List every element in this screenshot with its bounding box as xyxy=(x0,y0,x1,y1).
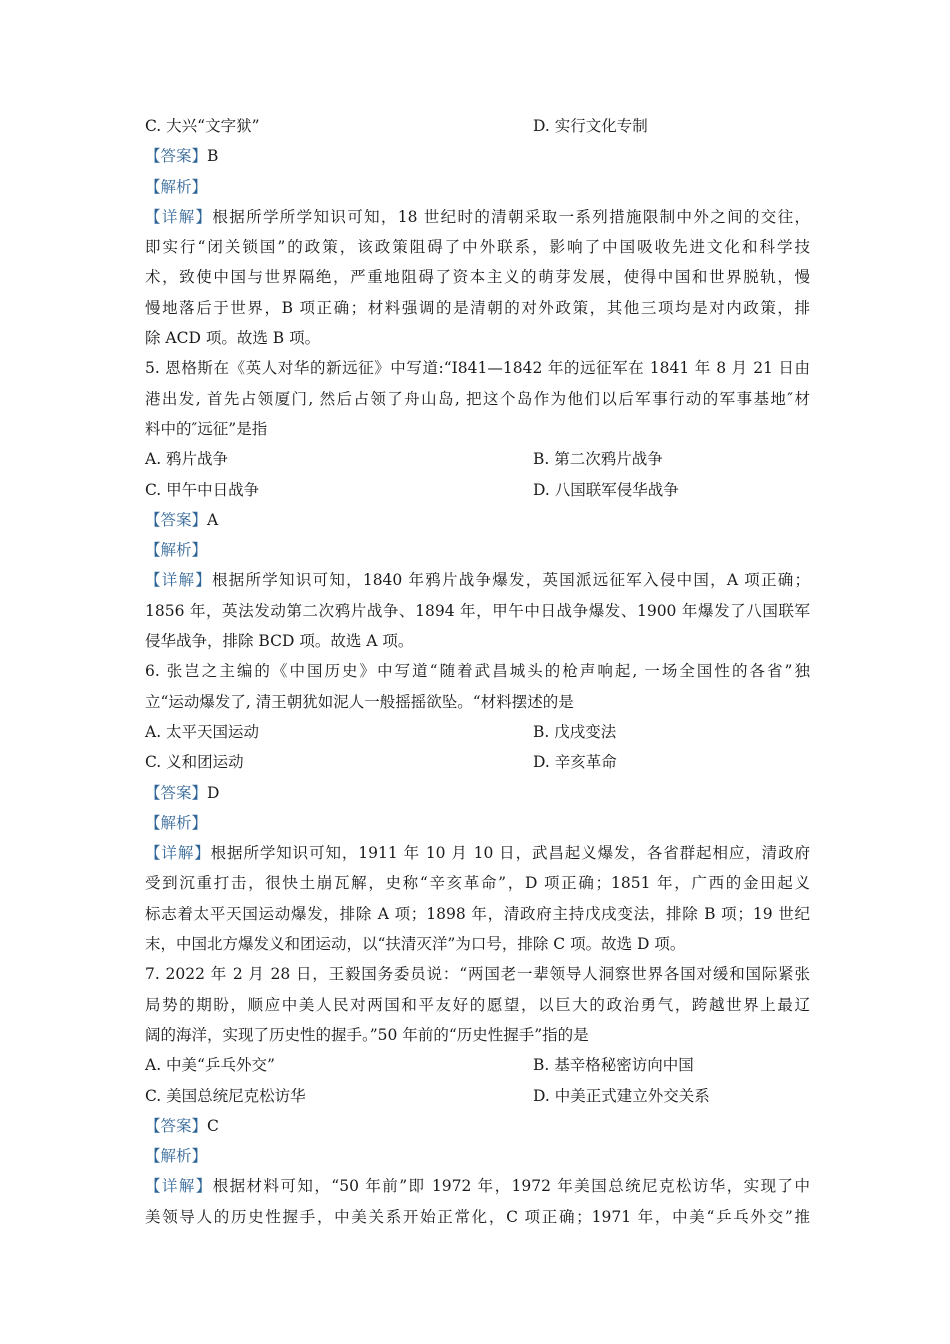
q4-detail-line: 除 ACD 项。故选 B 项。 xyxy=(145,329,321,348)
q7-options-cd xyxy=(145,1081,810,1111)
q6-detail-line: 受到沉重打击，很快土崩瓦解，史称“辛亥革命”，D 项正确；1851 年，广西的金田起义 xyxy=(145,874,810,893)
answer-tag: 【答案】 xyxy=(145,1116,208,1135)
q5-options-ab xyxy=(145,444,810,474)
q6-options-ab xyxy=(145,717,810,747)
answer-tag: 【答案】 xyxy=(145,147,208,166)
q7-stem-line: 局势的期盼，顺应中美人民对两国和平友好的愿望，以巨大的政治勇气，跨越世界上最辽 xyxy=(145,995,810,1014)
q6-option-b[interactable]: B. 戊戌变法 xyxy=(533,722,617,741)
q7-stem-line: 阔的海洋，实现了历史性的握手。”50 年前的“历史性握手”指的是 xyxy=(145,1025,589,1044)
q6-option-c[interactable]: C. 义和团运动 xyxy=(145,753,244,772)
answer-tag: 【答案】 xyxy=(145,510,208,529)
q6-option-d[interactable]: D. 辛亥革命 xyxy=(533,753,617,772)
q6-options-cd xyxy=(145,747,810,777)
q5-options-cd xyxy=(145,475,810,505)
q5-answer xyxy=(145,505,810,535)
q5-stem-line: 5. 恩格斯在《英人对华的新远征》中写道:“I841—1842 年的远征军在 1841 年 8 月 21 日由 xyxy=(145,359,810,378)
q7-option-a[interactable]: A. 中美“乒乓外交” xyxy=(145,1056,275,1075)
q5-stem-line: 料中的″远征”是指 xyxy=(145,419,268,438)
q4-detail-line: 术，致使中国与世界隔绝，严重地阻碍了资本主义的萌芽发展，使得中国和世界脱轨，慢 xyxy=(145,268,810,287)
q6-analysis-tag: 【解析】 xyxy=(145,813,208,832)
detail-tag: 【详解】 xyxy=(145,207,213,226)
detail-tag: 【详解】 xyxy=(145,844,211,863)
q7-options-ab xyxy=(145,1050,810,1080)
answer-value: A xyxy=(207,510,219,529)
q4-detail-line: 【详解】根据所学所学知识可知，18 世纪时的清朝采取一系列措施限制中外之间的交往， xyxy=(145,207,810,226)
q7-answer xyxy=(145,1111,810,1141)
q7-option-d[interactable]: D. 中美正式建立外交关系 xyxy=(533,1086,710,1105)
q4-detail-line: 慢地落后于世界，B 项正确；材料强调的是清朝的对外政策，其他三项均是对内政策，排 xyxy=(145,298,810,317)
q4-answer xyxy=(145,141,810,171)
q4-option-c[interactable]: C. 大兴“文字狱” xyxy=(145,117,260,135)
q5-detail-line: 侵华战争，排除 BCD 项。故选 A 项。 xyxy=(145,632,414,651)
q7-option-c[interactable]: C. 美国总统尼克松访华 xyxy=(145,1086,306,1105)
detail-tag: 【详解】 xyxy=(145,1177,213,1196)
q7-option-b[interactable]: B. 基辛格秘密访向中国 xyxy=(533,1056,694,1075)
answer-tag: 【答案】 xyxy=(145,783,208,802)
q5-analysis-tag: 【解析】 xyxy=(145,541,208,560)
q7-detail-line: 【详解】根据材料可知，“50 年前”即 1972 年，1972 年美国总统尼克松访华，实现了中 xyxy=(145,1177,810,1196)
q6-stem-line: 6. 张岂之主编的《中国历史》中写道“随着武昌城头的枪声响起, 一场全国性的各省”独 xyxy=(145,662,810,681)
q4-options-cd xyxy=(145,111,810,141)
q5-detail-line: 1856 年，英法发动第二次鸦片战争、1894 年，甲午中日战争爆发、1900 年爆发了八国联军 xyxy=(145,601,810,620)
q7-detail-line: 美领导人的历史性握手，中美关系开始正常化，C 项正确；1971 年，中美“乒乓外交”推 xyxy=(145,1207,810,1226)
q7-analysis-tag: 【解析】 xyxy=(145,1147,208,1166)
q5-stem-line: 港出发, 首先占领厦门, 然后占领了舟山岛, 把这个岛作为他们以后军事行动的军事基地″材 xyxy=(145,389,810,408)
q6-option-a[interactable]: A. 太平天国运动 xyxy=(145,722,260,741)
q6-stem-line: 立“运动爆发了, 清王朝犹如泥人一般摇摇欲坠。“材料摆述的是 xyxy=(145,692,574,711)
q6-detail-line: 标志着太平天国运动爆发，排除 A 项；1898 年，清政府主持戊戌变法，排除 B 项；19 世纪 xyxy=(145,904,810,923)
q5-option-d[interactable]: D. 八国联军侵华战争 xyxy=(533,480,679,499)
answer-value: C xyxy=(207,1116,219,1135)
q4-option-d[interactable]: D. 实行文化专制 xyxy=(533,117,648,135)
q5-option-a[interactable]: A. 鸦片战争 xyxy=(145,450,229,469)
answer-value: D xyxy=(207,783,220,802)
document-page xyxy=(145,111,810,1232)
q6-detail-line: 末，中国北方爆发义和团运动，以“扶清灭洋”为口号，排除 C 项。故选 D 项。 xyxy=(145,935,686,954)
q5-option-b[interactable]: B. 第二次鸦片战争 xyxy=(533,450,663,469)
q4-analysis-tag: 【解析】 xyxy=(145,177,208,196)
q4-detail-line: 即实行“闭关锁国”的政策，该政策阻碍了中外联系，影响了中国吸收先进文化和科学技 xyxy=(145,238,810,257)
q7-stem-line: 7. 2022 年 2 月 28 日，王毅国务委员说：“两国老一辈领导人洞察世界各国对缓和国际紧张 xyxy=(145,965,810,984)
q6-detail-line: 【详解】根据所学知识可知，1911 年 10 月 10 日，武昌起义爆发，各省群起相应，清政府 xyxy=(145,844,810,863)
q6-answer xyxy=(145,778,810,808)
detail-tag: 【详解】 xyxy=(145,571,213,590)
answer-value: B xyxy=(207,147,219,166)
q5-detail-line: 【详解】根据所学知识可知，1840 年鸦片战争爆发，英国派远征军入侵中国，A 项正确； xyxy=(145,571,810,590)
q5-option-c[interactable]: C. 甲午中日战争 xyxy=(145,480,260,499)
